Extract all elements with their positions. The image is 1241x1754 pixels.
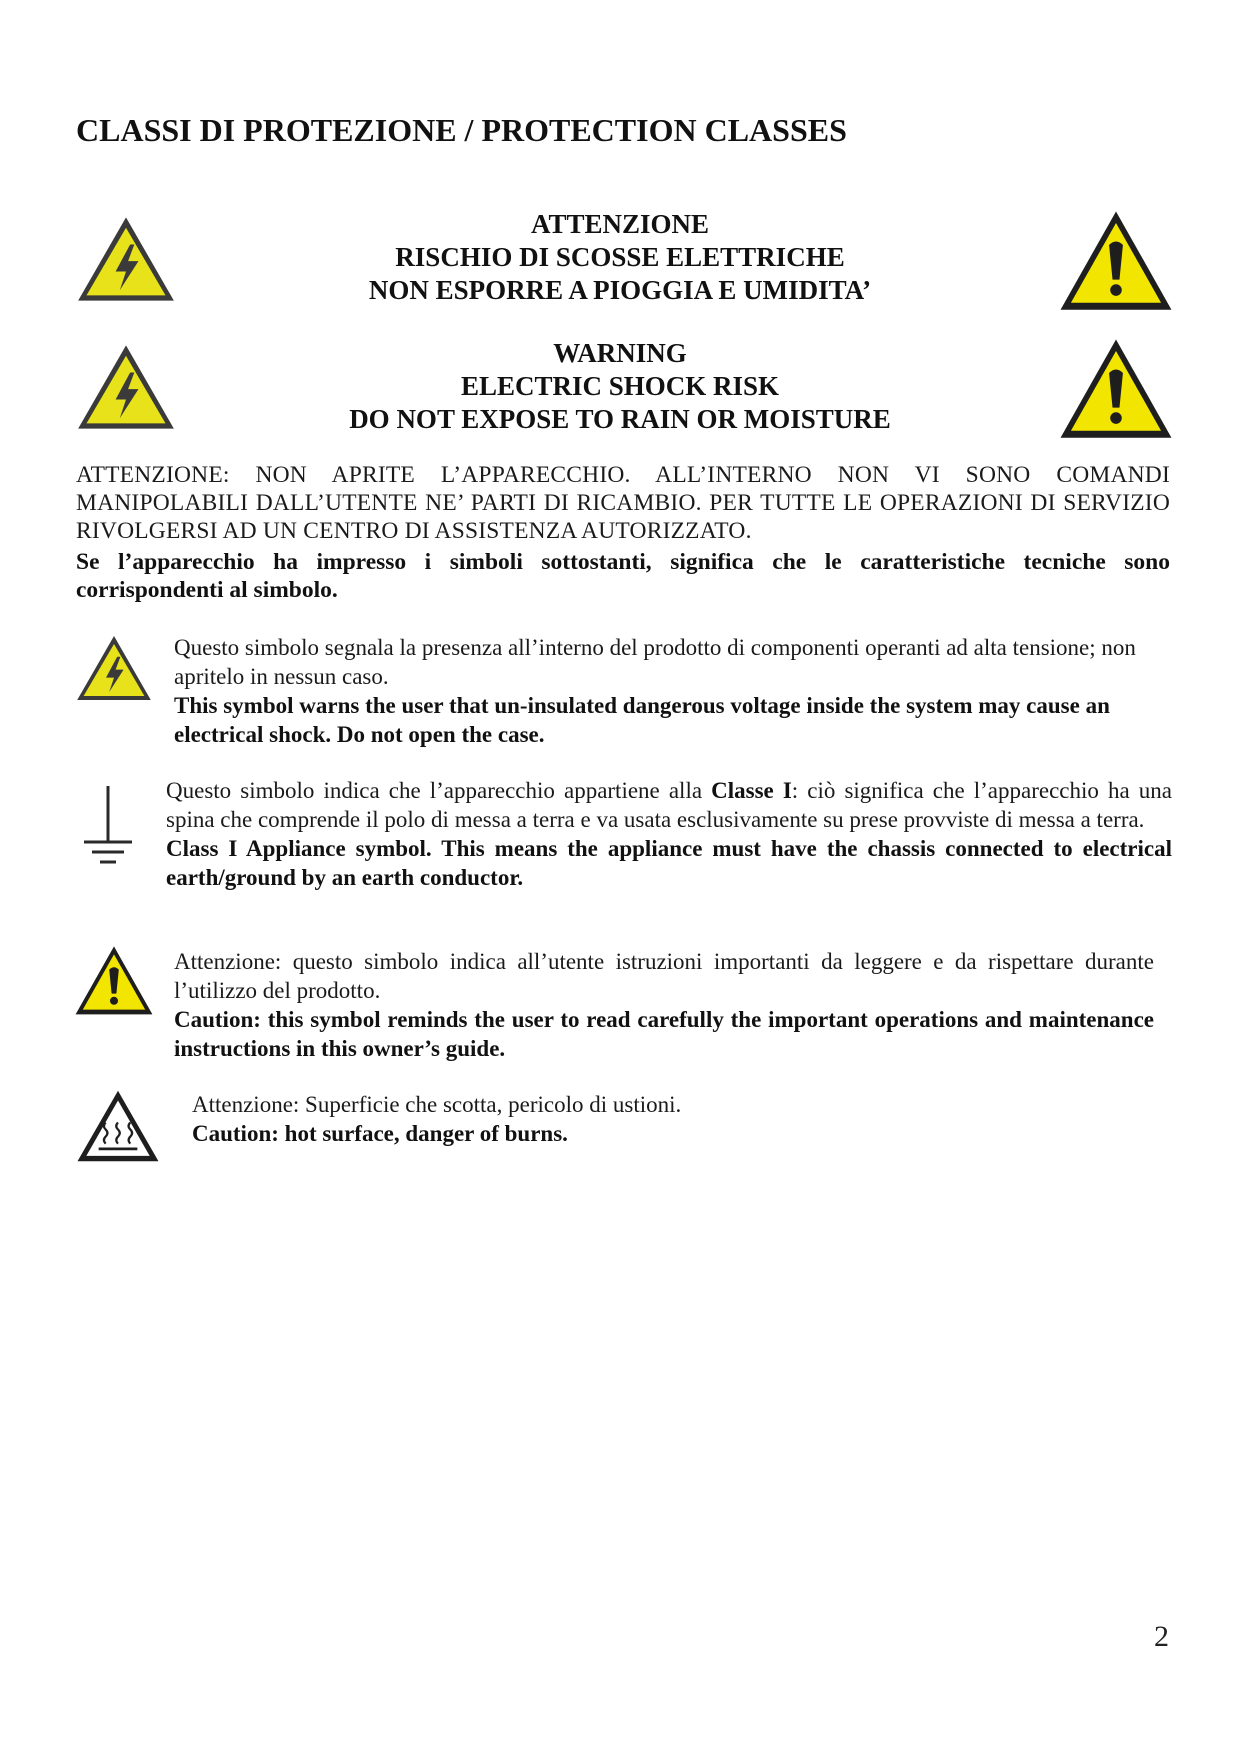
warning-it-line3: NON ESPORRE A PIOGGIA E UMIDITA’ (368, 275, 872, 305)
warning-en-block (230, 337, 1010, 436)
warning-en-line3: DO NOT EXPOSE TO RAIN OR MOISTURE (349, 404, 891, 434)
symbol-hot-surface-text (192, 1090, 1092, 1148)
symbol-hot-surface-en: Caution: hot surface, danger of burns. (192, 1121, 568, 1146)
symbol-caution-en: Caution: this symbol reminds the user to read carefully the important operations and maintenance instructions in this owner’s guide. (174, 1007, 1154, 1061)
symbol-caution-it: Attenzione: questo simbolo indica all’utente istruzioni importanti da leggere e da rispettare durante l’utilizzo del prodotto. (174, 949, 1154, 1003)
warning-it-line1: ATTENZIONE (530, 209, 710, 239)
symbol-high-voltage-it: Questo simbolo segnala la presenza all’interno del prodotto di componenti operanti ad alta tensione; non apritelo in nessun caso. (174, 635, 1136, 689)
symbol-class1-it: Questo simbolo indica che l’apparecchio appartiene alla Classe I: ciò significa che l’apparecchio ha una spina che comprende il polo di messa a terra e va usata esclusivamente su prese provviste di messa a terra. (166, 778, 1172, 832)
page-number: 2 (1154, 1620, 1169, 1653)
hot-surface-icon (74, 1086, 162, 1166)
symbol-hot-surface-it: Attenzione: Superficie che scotta, pericolo di ustioni. (192, 1092, 682, 1117)
high-voltage-icon (74, 212, 178, 306)
symbol-high-voltage-en: This symbol warns the user that un-insulated dangerous voltage inside the system may cause an electrical shock. Do not open the case. (174, 693, 1110, 747)
symbol-high-voltage-text (174, 633, 1172, 749)
warning-en-line1: WARNING (553, 338, 687, 368)
symbol-class1-text (166, 776, 1172, 892)
caution-exclamation-icon (1058, 208, 1174, 312)
high-voltage-icon (74, 632, 154, 704)
class-one-label: Classe I (711, 778, 792, 803)
earth-ground-icon (78, 782, 138, 874)
symbol-caution-text (174, 947, 1154, 1063)
warning-it-line2: RISCHIO DI SCOSSE ELETTRICHE (395, 242, 845, 272)
page-title: CLASSI DI PROTEZIONE / PROTECTION CLASSES (76, 112, 847, 148)
high-voltage-icon (74, 340, 178, 434)
caution-exclamation-icon (1058, 336, 1174, 440)
caution-exclamation-icon (74, 944, 154, 1016)
warning-it-block (230, 208, 1010, 307)
notice-bold: Se l’apparecchio ha impresso i simboli sottostanti, significa che le caratteristiche tecniche sono corrispondenti al simbolo. (76, 549, 1170, 603)
symbol-class1-en: Class I Appliance symbol. This means the appliance must have the chassis connected to electrical earth/ground by an earth conductor. (166, 836, 1172, 890)
notice-caps: ATTENZIONE: NON APRITE L’APPARECCHIO. ALL’INTERNO NON VI SONO COMANDI MANIPOLABILI DALL’UTENTE NE’ PARTI DI RICAMBIO. PER TUTTE LE OPERAZIONI DI SERVIZIO RIVOLGERSI AD UN CENTRO DI ASSISTENZA AUTORIZZATO. (76, 462, 1170, 544)
warning-en-line2: ELECTRIC SHOCK RISK (460, 371, 780, 401)
